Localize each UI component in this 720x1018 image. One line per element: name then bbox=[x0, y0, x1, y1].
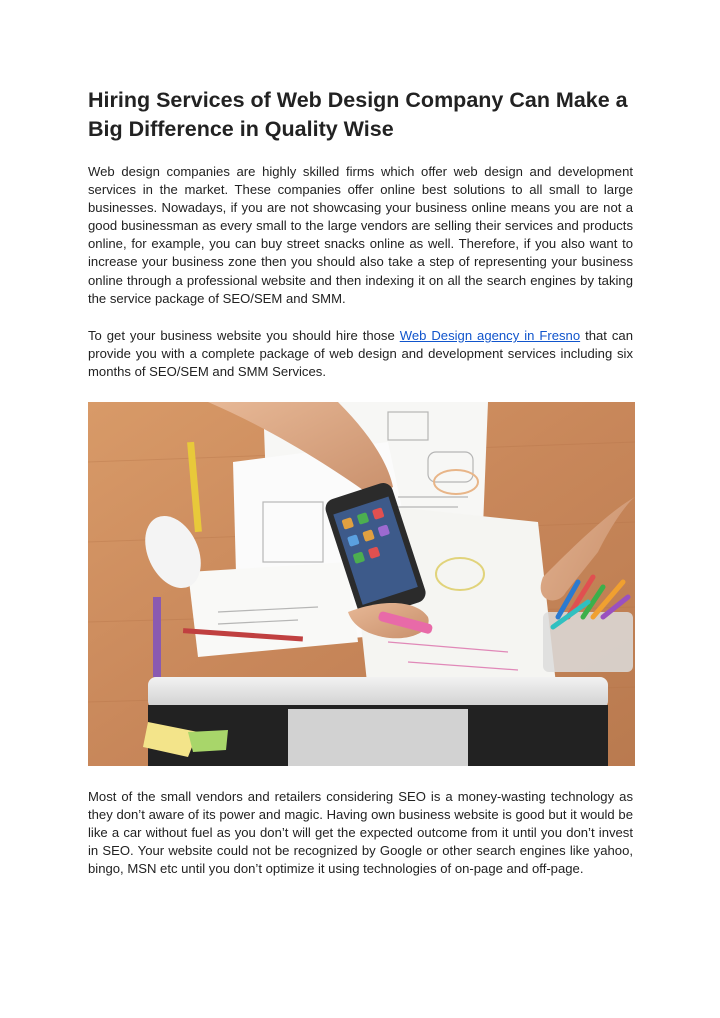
seo-paragraph: Most of the small vendors and retailers considering SEO is a money-wasting technology as they don’t aware of its power and magic. Having own business website is good but it would be like a car without fuel as you don’t will get the expected outcome from it until you don’t invest in SEO. Your website could not be recognized by Google or other search engines like yahoo, bingo, MSN etc until you don’t optimize it using technologies of on-page and off-page. bbox=[88, 789, 633, 877]
article-title: Hiring Services of Web Design Company Can Make a Big Difference in Quality Wise bbox=[88, 88, 628, 141]
workspace-photo bbox=[88, 402, 635, 766]
hire-agency-paragraph bbox=[88, 327, 633, 381]
intro-paragraph: Web design companies are highly skilled firms which offer web design and development services in the market. These companies offer online best solutions to all small to large businesses. Nowadays, if you are not showcasing your business online means you are not a good businessman as every small to the large vendors are selling their services and products online, for example, you can buy street snacks online as well. Therefore, if you also want to increase your business zone then you should also take a step of representing your business online through a professional website and then indexing it on all the search engines by taking the service package of SEO/SEM and SMM. bbox=[88, 164, 633, 306]
web-design-agency-link[interactable]: Web Design agency in Fresno bbox=[399, 328, 581, 343]
paragraph-text: that can provide you with a complete package of web design and development services including six months of SEO/SEM and SMM Services. bbox=[88, 328, 633, 380]
paragraph-text: To get your business website you should hire those bbox=[88, 328, 400, 343]
